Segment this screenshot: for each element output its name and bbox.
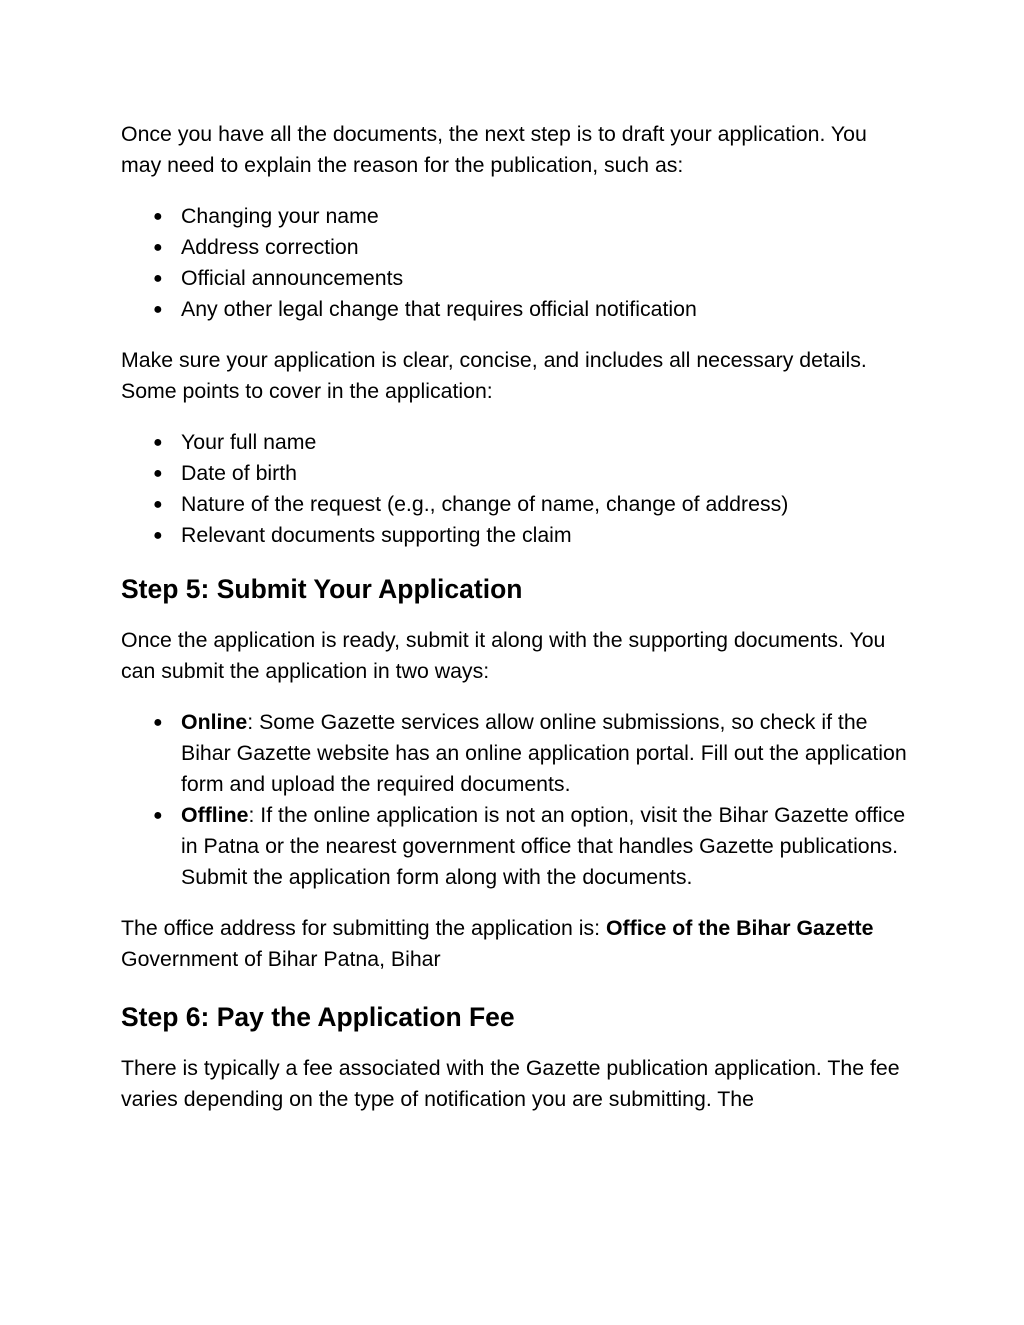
list-item: ● Any other legal change that requires official notification bbox=[121, 294, 911, 325]
office-address-paragraph: The office address for submitting the application is: Office of the Bihar Gazette Government of Bihar Patna, Bihar bbox=[121, 916, 874, 971]
list-item: ● Changing your name bbox=[121, 201, 911, 232]
step5-heading: Step 5: Submit Your Application bbox=[121, 574, 523, 604]
bullet-icon: ● bbox=[153, 208, 163, 225]
document-page bbox=[121, 119, 911, 1115]
list-item: ● Relevant documents supporting the claim bbox=[121, 520, 911, 551]
bullet-icon: ● bbox=[153, 270, 163, 287]
bullet-icon: ● bbox=[153, 496, 163, 513]
list-item: ● Date of birth bbox=[121, 458, 911, 489]
points-list bbox=[121, 427, 911, 551]
list-item: ● Address correction bbox=[121, 232, 911, 263]
list-item: ● Official announcements bbox=[121, 263, 911, 294]
submission-ways-list bbox=[121, 707, 911, 893]
office-name: Office of the Bihar Gazette bbox=[605, 916, 874, 940]
bullet-icon: ● bbox=[153, 239, 163, 256]
way-label: Offline bbox=[181, 803, 249, 827]
way-text: : Some Gazette services allow online submissions, so check if the Bihar Gazette website has an online application portal. Fill out the application form and upload the required documents. bbox=[181, 710, 907, 796]
list-item-online bbox=[121, 707, 911, 800]
list-item-offline bbox=[121, 800, 911, 893]
bullet-icon: ● bbox=[153, 807, 163, 824]
step6-heading: Step 6: Pay the Application Fee bbox=[121, 1002, 515, 1032]
reasons-list bbox=[121, 201, 911, 325]
bullet-icon: ● bbox=[153, 714, 163, 731]
list-item: ● Your full name bbox=[121, 427, 911, 458]
intro-paragraph: Once you have all the documents, the next step is to draft your application. You may need to explain the reason for the publication, such as: bbox=[121, 122, 867, 177]
bullet-icon: ● bbox=[153, 434, 163, 451]
list-item: ● Nature of the request (e.g., change of name, change of address) bbox=[121, 489, 911, 520]
details-paragraph: Make sure your application is clear, concise, and includes all necessary details. Some points to cover in the application: bbox=[121, 348, 867, 403]
bullet-icon: ● bbox=[153, 465, 163, 482]
step6-paragraph: There is typically a fee associated with the Gazette publication application. The fee varies depending on the type of notification you are submitting. The bbox=[121, 1056, 900, 1111]
way-text: : If the online application is not an option, visit the Bihar Gazette office in Patna or the nearest government office that handles Gazette publications. Submit the application form along with the documents. bbox=[181, 803, 906, 889]
bullet-icon: ● bbox=[153, 527, 163, 544]
bullet-icon: ● bbox=[153, 301, 163, 318]
step5-paragraph: Once the application is ready, submit it along with the supporting documents. You can submit the application in two ways: bbox=[121, 628, 886, 683]
way-label: Online bbox=[181, 710, 248, 734]
